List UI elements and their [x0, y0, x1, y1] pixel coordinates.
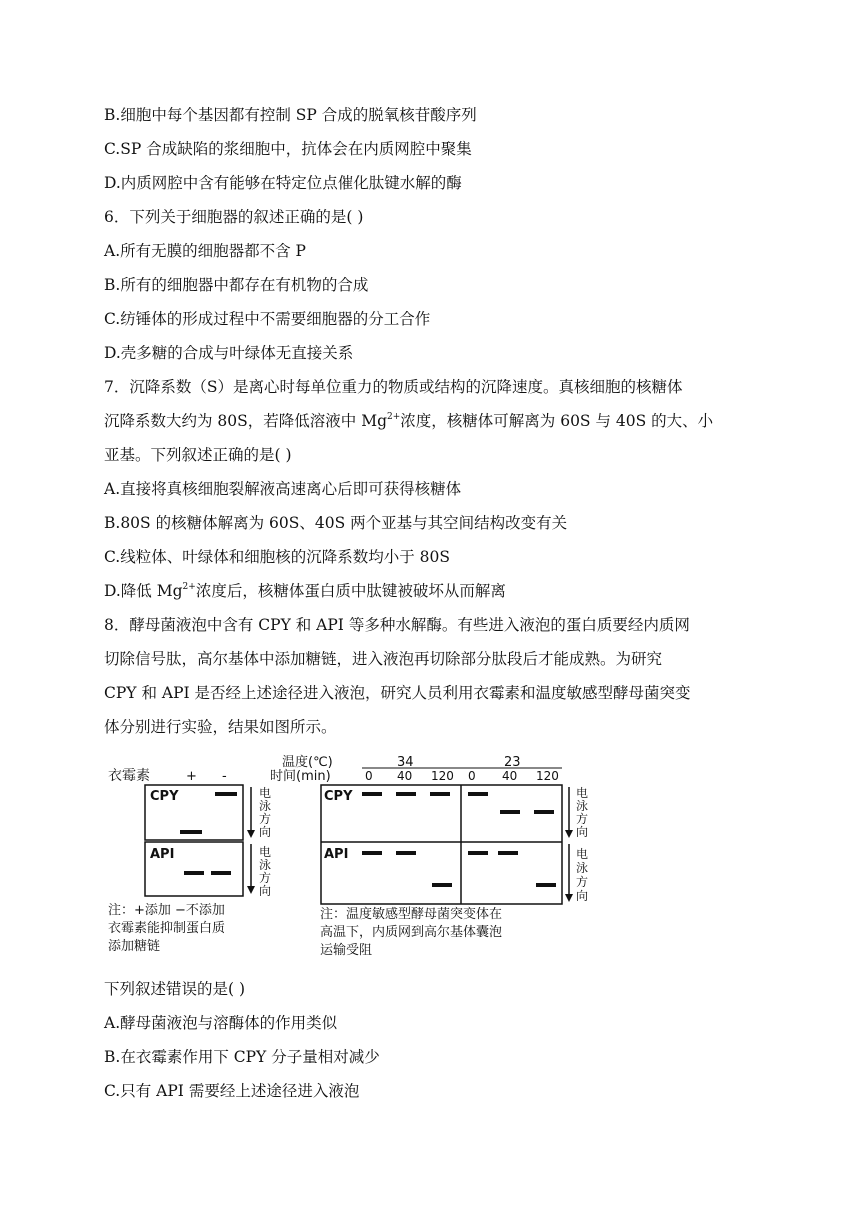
arrow-down-icon	[247, 830, 255, 838]
cpy-label: CPY	[324, 789, 353, 804]
cpy-label: CPY	[150, 789, 179, 804]
direction-label: 电泳方向	[259, 786, 272, 839]
text-line: 体分别进行实验，结果如图所示。	[104, 718, 337, 736]
question-7-stem: 7．沉降系数（S）是离心时每单位重力的物质或结构的沉降速度。真核细胞的核糖体	[104, 378, 683, 396]
time-tick: 40	[397, 769, 413, 783]
text-line: CPY 和 API 是否经上述途径进入液泡，研究人员利用衣霉素和温度敏感型酵母菌突变	[104, 684, 691, 702]
text-line: 沉降系数大约为 80S，若降低溶液中 $Mg^{2+}$浓度，核糖体可解离为 60S 与 40S 的大、小	[104, 411, 714, 430]
tunicamycin-label: 衣霉素	[108, 768, 150, 784]
minus-label: -	[222, 769, 227, 784]
option-a: A.酵母菌液泡与溶酶体的作用类似	[104, 1014, 338, 1032]
note-left: 注：+添加 −不添加	[108, 903, 225, 918]
band	[468, 851, 488, 855]
note-right: 注：温度敏感型酵母菌突变体在	[320, 907, 503, 922]
note-left: 衣霉素能抑制蛋白质	[108, 921, 226, 936]
band	[468, 792, 488, 796]
question-6-stem: 6．下列关于细胞器的叙述正确的是( )	[104, 208, 364, 226]
time-tick: 0	[468, 769, 476, 783]
electrophoresis-figure	[100, 746, 600, 968]
band	[215, 792, 237, 796]
time-tick: 120	[536, 769, 559, 783]
option-b: B.所有的细胞器中都存在有机物的合成	[104, 276, 369, 294]
band	[396, 792, 416, 796]
arrow-down-icon	[247, 886, 255, 894]
text-line: 亚基。下列叙述正确的是( )	[104, 446, 292, 464]
band	[362, 792, 382, 796]
time-tick: 120	[431, 769, 454, 783]
arrow-down-icon	[565, 894, 573, 902]
option-d: D.降低 $Mg^{2+}$浓度后，核糖体蛋白质中肽键被破坏从而解离	[104, 581, 506, 600]
option-b: B.80S 的核糖体解离为 60S、40S 两个亚基与其空间结构改变有关	[104, 514, 568, 532]
arrow-down-icon	[565, 830, 573, 838]
option-a: A.直接将真核细胞裂解液高速离心后即可获得核糖体	[104, 480, 462, 498]
time-tick: 0	[365, 769, 373, 783]
band	[184, 871, 204, 875]
band	[362, 851, 382, 855]
band	[396, 851, 416, 855]
text-line: B.细胞中每个基因都有控制 SP 合成的脱氧核苷酸序列	[104, 106, 477, 124]
temperature-23: 23	[504, 755, 521, 770]
temperature-34: 34	[397, 755, 414, 770]
text-line: D.内质网腔中含有能够在特定位点催化肽键水解的酶	[104, 174, 462, 192]
band	[534, 810, 554, 814]
band	[430, 792, 450, 796]
option-d: D.壳多糖的合成与叶绿体无直接关系	[104, 344, 354, 362]
api-label: API	[324, 847, 349, 862]
direction-label: 电泳方向	[259, 845, 272, 898]
option-a: A.所有无膜的细胞器都不含 P	[104, 242, 306, 260]
note-right: 运输受阻	[320, 943, 373, 958]
band	[432, 883, 452, 887]
time-label: 时间(min)	[270, 769, 331, 784]
option-b: B.在衣霉素作用下 CPY 分子量相对减少	[104, 1048, 380, 1066]
option-c: C.只有 API 需要经上述途径进入液泡	[104, 1082, 360, 1100]
option-c: C.线粒体、叶绿体和细胞核的沉降系数均小于 80S	[104, 548, 451, 566]
text-line: 切除信号肽，高尔基体中添加糖链，进入液泡再切除部分肽段后才能成熟。为研究	[104, 650, 663, 668]
band	[498, 851, 518, 855]
question-8-stem: 8．酵母菌液泡中含有 CPY 和 API 等多种水解酶。有些进入液泡的蛋白质要经内质网	[104, 616, 690, 634]
time-tick: 40	[502, 769, 518, 783]
note-left: 添加糖链	[108, 939, 161, 954]
question-8-prompt: 下列叙述错误的是( )	[104, 980, 246, 998]
option-c: C.纺锤体的形成过程中不需要细胞器的分工合作	[104, 310, 431, 328]
band	[211, 871, 231, 875]
api-label: API	[150, 847, 175, 862]
temperature-label: 温度(℃)	[282, 755, 333, 770]
plus-label: +	[186, 769, 197, 784]
text-line: C.SP 合成缺陷的浆细胞中，抗体会在内质网腔中聚集	[104, 140, 472, 158]
direction-label: 电泳方向	[576, 786, 589, 839]
band	[536, 883, 556, 887]
direction-label: 电泳方向	[576, 847, 589, 903]
band	[180, 830, 202, 834]
note-right: 高温下，内质网到高尔基体囊泡	[320, 925, 503, 940]
band	[500, 810, 520, 814]
